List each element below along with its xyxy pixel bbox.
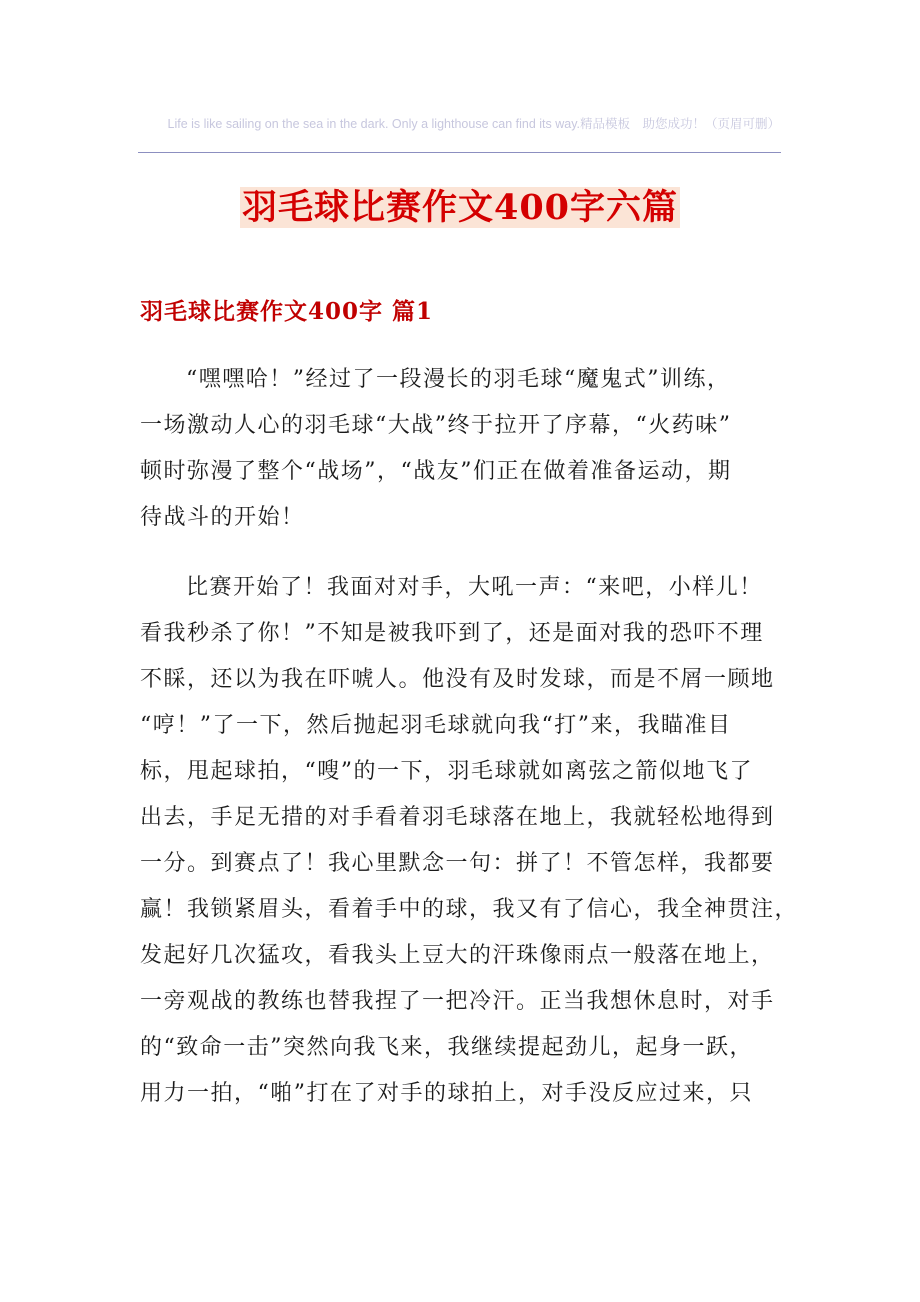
paragraph-line: 比赛开始了！我面对对手，大吼一声：“来吧，小样儿！ xyxy=(186,575,763,600)
paragraph-1 xyxy=(140,357,780,541)
paragraph-line: 标，甩起球拍，“嗖”的一下，羽毛球就如离弦之箭似地飞了 xyxy=(140,759,753,784)
paragraph-line: 赢！我锁紧眉头，看着手中的球，我又有了信心，我全神贯注， xyxy=(140,897,799,922)
section-heading: 羽毛球比赛作文400字 篇1 xyxy=(140,298,434,325)
paragraph-line: 一旁观战的教练也替我捏了一把冷汗。正当我想休息时，对手 xyxy=(140,989,775,1014)
paragraph-line: 出去，手足无措的对手看着羽毛球落在地上，我就轻松地得到 xyxy=(140,805,775,830)
paragraph-line: “哼！”了一下，然后抛起羽毛球就向我“打”来，我瞄准目 xyxy=(140,713,732,738)
paragraph-line: 发起好几次猛攻，看我头上豆大的汗珠像雨点一般落在地上， xyxy=(140,943,775,968)
document-title-text: 羽毛球比赛作文400字六篇 xyxy=(241,187,679,228)
document-title xyxy=(0,184,920,232)
paragraph-line: 不睬，还以为我在吓唬人。他没有及时发球，而是不屑一顾地 xyxy=(140,667,775,692)
paragraph-line: 一分。到赛点了！我心里默念一句：拼了！不管怎样，我都要 xyxy=(140,851,775,876)
paragraph-line: 用力一拍，“啪”打在了对手的球拍上，对手没反应过来，只 xyxy=(140,1081,753,1106)
header-divider xyxy=(138,152,781,153)
paragraph-line: 看我秒杀了你！”不知是被我吓到了，还是面对我的恐吓不理 xyxy=(140,621,764,646)
paragraph-line: 顿时弥漫了整个“战场”，“战友”们正在做着准备运动，期 xyxy=(140,459,732,484)
paragraph-line: 一场激动人心的羽毛球“大战”终于拉开了序幕，“火药味” xyxy=(140,413,732,438)
paragraph-2 xyxy=(140,565,799,1117)
paragraph-line: 的“致命一击”突然向我飞来，我继续提起劲儿，起身一跃， xyxy=(140,1035,753,1060)
paragraph-line: 待战斗的开始！ xyxy=(140,505,305,530)
paragraph-line: “嘿嘿哈！”经过了一段漫长的羽毛球“魔鬼式”训练， xyxy=(186,367,731,392)
page-header-text: Life is like sailing on the sea in the dark. Only a lighthouse can find its way.精品模板 助您成功！（页眉可删） xyxy=(167,117,780,131)
